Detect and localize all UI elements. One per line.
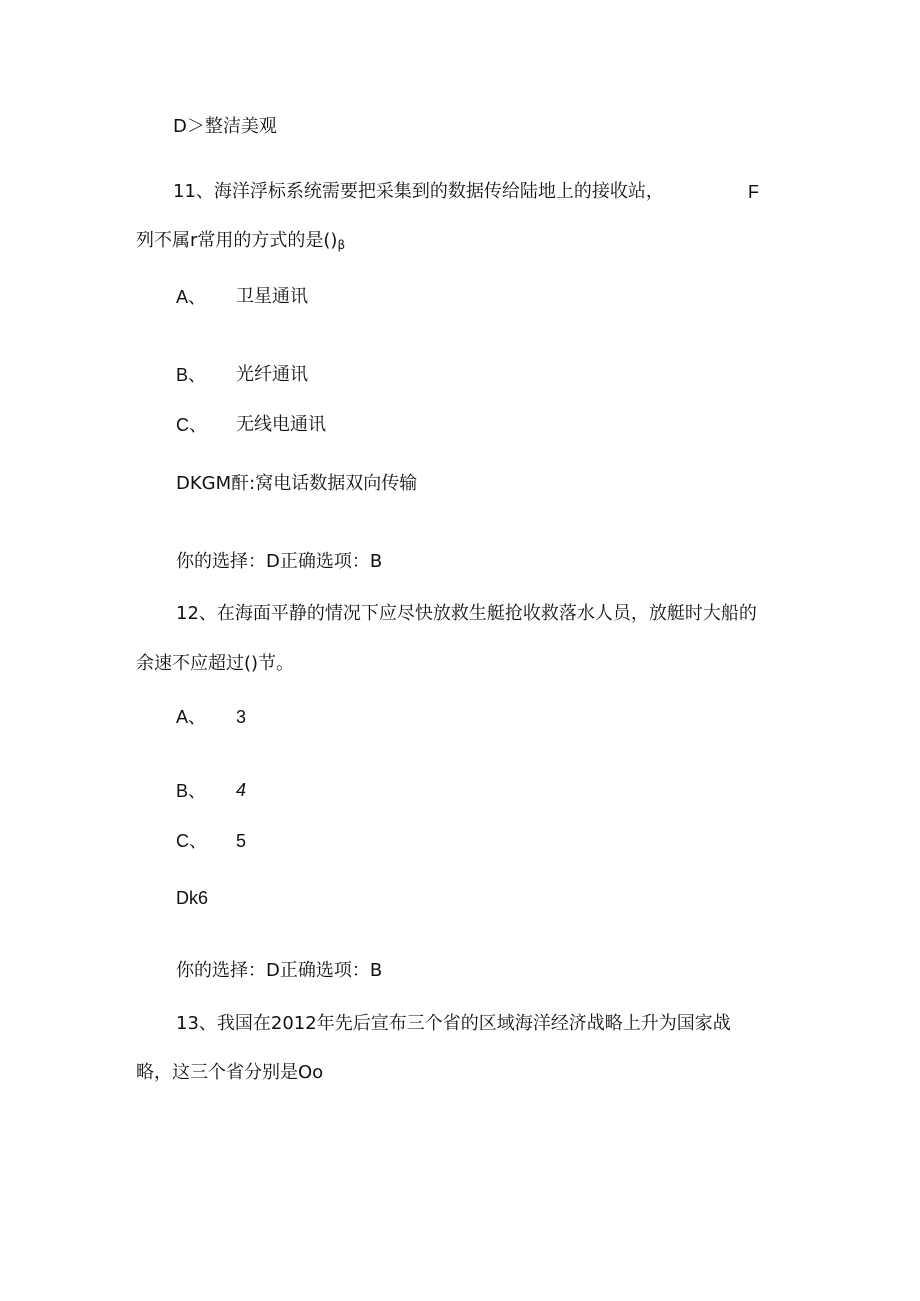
option-letter: A、: [176, 707, 207, 727]
q12-stem-line1: 12、在海面平静的情况下应尽快放救生艇抢收救落水人员，放艇时大船的: [176, 603, 757, 624]
q11-stem-trailing: F: [748, 182, 759, 202]
option-letter: C、: [176, 831, 207, 851]
option-text: 3: [236, 707, 247, 727]
option-letter: B、: [176, 781, 207, 801]
option-text: 无线电通讯: [236, 414, 326, 435]
option-text: 卫星通讯: [236, 286, 308, 307]
q13-stem-line1: 13、我国在2012年先后宣布三个省的区域海洋经济战略上升为国家战: [176, 1013, 731, 1034]
q12-answer: 你的选择：D正确选项：B: [176, 960, 383, 981]
option-text: 5: [236, 831, 247, 851]
q10-option-d: D＞整洁美观: [173, 116, 277, 137]
q12-option-d: Dk6: [176, 888, 209, 908]
q11-stem-line2-suffix: β: [337, 238, 346, 252]
q11-answer: 你的选择：D正确选项：B: [176, 551, 383, 572]
q11-stem-line2: [136, 229, 345, 257]
option-letter: A、: [176, 287, 207, 307]
q13-stem-line2: 略，这三个省分别是Oo: [136, 1062, 324, 1083]
q11-stem-line2-text: 列不属r常用的方式的是(): [136, 230, 338, 251]
q11-stem-line1: 11、海洋浮标系统需要把采集到的数据传给陆地上的接收站，: [173, 181, 664, 202]
q12-stem-line2: 余速不应超过()节。: [136, 653, 295, 674]
option-letter: C、: [176, 415, 207, 435]
q11-option-d: DKGM酐:窝电话数据双向传输: [176, 473, 418, 494]
option-letter: B、: [176, 365, 207, 385]
option-text: 光纤通讯: [236, 364, 308, 385]
option-text: 4: [236, 780, 247, 800]
